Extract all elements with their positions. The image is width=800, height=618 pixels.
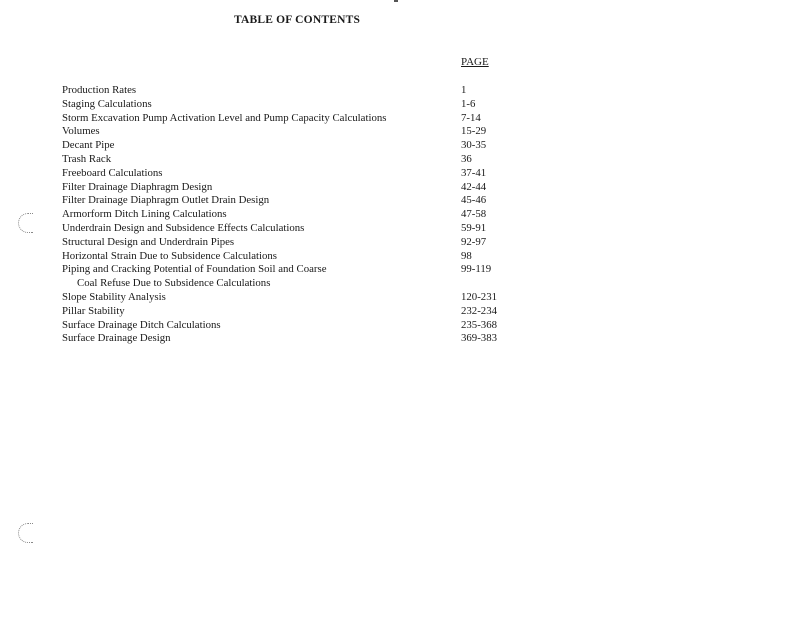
toc-entry-page: 15-29 [461, 125, 487, 138]
toc-entry-title: Staging Calculations [62, 97, 152, 110]
document-title: TABLE OF CONTENTS [233, 14, 361, 26]
toc-entry [62, 250, 582, 264]
toc-entry [62, 236, 582, 250]
toc-entry-page: 37-41 [461, 166, 487, 179]
toc-entry-page: 45-46 [461, 194, 487, 207]
toc-entry [62, 112, 582, 126]
toc-entry [62, 291, 582, 305]
toc-entry-page: 120-231 [461, 290, 497, 303]
toc-entry-title: Surface Drainage Design [62, 332, 171, 345]
toc-entry-title: Structural Design and Underdrain Pipes [62, 235, 235, 248]
toc-entry [62, 84, 582, 98]
toc-entry-page: 42-44 [461, 180, 487, 193]
toc-entry [62, 181, 582, 195]
toc-entry [62, 98, 582, 112]
toc-entry-page: 36 [461, 152, 472, 165]
toc-entry-page: 47-58 [461, 208, 487, 221]
toc-entry-title-line2: Coal Refuse Due to Subsidence Calculations [77, 277, 271, 290]
toc-entry-page: 98 [461, 249, 472, 262]
toc-entry-title: Underdrain Design and Subsidence Effects Calculations [62, 221, 305, 234]
toc-entry-page: 1 [461, 84, 467, 96]
top-scan-mark [394, 0, 398, 2]
toc-entry-title: Filter Drainage Diaphragm Outlet Drain Design [62, 194, 270, 207]
toc-entry-title: Decant Pipe [62, 139, 115, 152]
toc-entry-title: Production Rates [62, 84, 137, 96]
toc-entry-title: Volumes [62, 125, 100, 138]
toc-entry [62, 194, 582, 208]
toc-entry [62, 222, 582, 236]
binder-hole-mark [18, 213, 33, 233]
toc-entry-page: 59-91 [461, 221, 487, 234]
toc-entry-title [62, 263, 452, 291]
page-column-header: PAGE [461, 56, 489, 68]
toc-entry [62, 263, 582, 291]
toc-entry-page: 30-35 [461, 139, 487, 152]
toc-entry-title: Trash Rack [62, 152, 112, 165]
toc-entry-page: 92-97 [461, 235, 487, 248]
toc-entry-page: 7-14 [461, 111, 481, 124]
toc-entry-title-line1: Piping and Cracking Potential of Foundation Soil and Coarse [62, 263, 327, 276]
toc-entry-title: Armorform Ditch Lining Calculations [62, 208, 227, 221]
toc-entry-title: Storm Excavation Pump Activation Level and Pump Capacity Calculations [62, 111, 387, 124]
toc-entry [62, 125, 582, 139]
toc-entry-title: Slope Stability Analysis [62, 290, 166, 303]
toc-entry [62, 305, 582, 319]
toc-entry-page: 232-234 [461, 304, 497, 317]
toc-entry-page: 99-119 [461, 263, 492, 276]
binder-hole-mark [18, 523, 33, 543]
toc-entry [62, 208, 582, 222]
toc-entry-page: 369-383 [461, 332, 497, 345]
toc-entry-page: 1-6 [461, 97, 476, 110]
toc-entry-title: Surface Drainage Ditch Calculations [62, 318, 221, 331]
toc-entry [62, 319, 582, 333]
toc-entry-title: Pillar Stability [62, 304, 125, 317]
toc-entry [62, 332, 582, 346]
toc-entry-page: 235-368 [461, 318, 497, 331]
toc-entry-title: Filter Drainage Diaphragm Design [62, 180, 213, 193]
toc-entry-title: Horizontal Strain Due to Subsidence Calculations [62, 249, 277, 262]
toc-entry [62, 139, 582, 153]
toc-list [62, 84, 582, 346]
toc-entry-title: Freeboard Calculations [62, 166, 163, 179]
toc-entry [62, 167, 582, 181]
toc-entry [62, 153, 582, 167]
